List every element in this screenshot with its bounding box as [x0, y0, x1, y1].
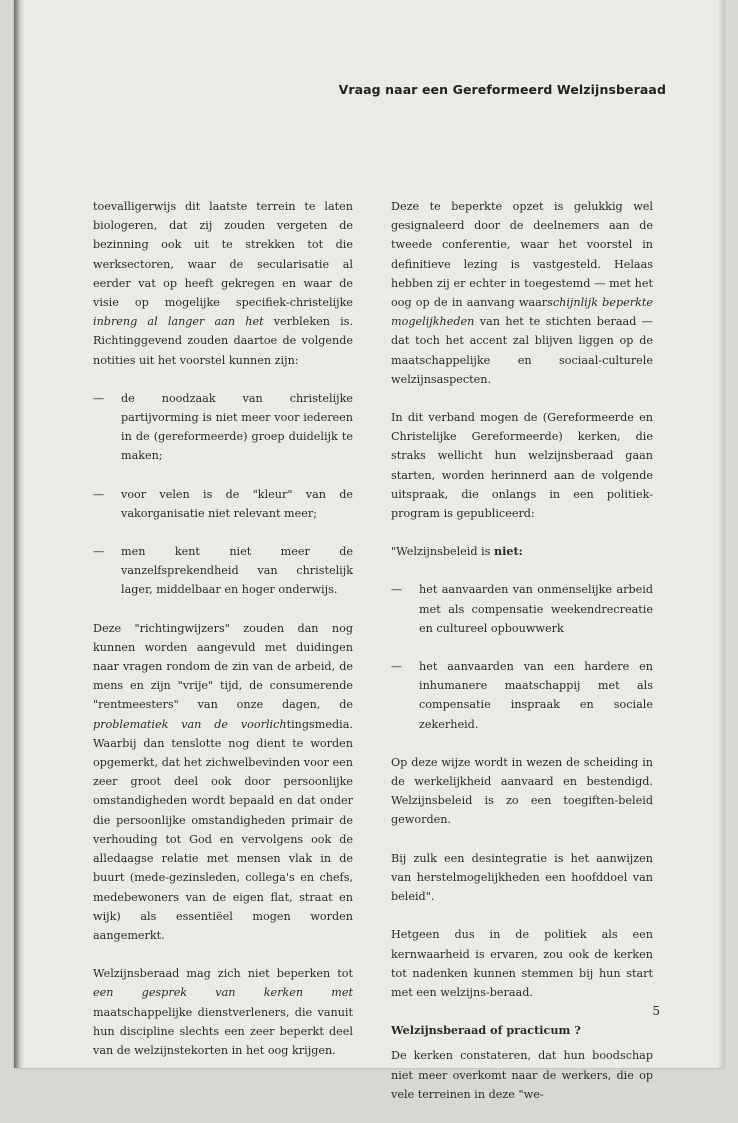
dash-bullet: —	[391, 660, 403, 674]
list-item-text: het aanvaarden van een hardere en inhumanere maatschappij met als compensatie inspraak en sociale zekerheid.	[419, 660, 653, 731]
text-run: toevalligerwijs dit laatste terrein te laten biologeren, dat zij zouden vergeten de bezinning ook uit te strekken tot die werksectoren, waar de secularisatie al eerder vat op heeft gekregen en waar de visie op mogelijke specifiek-christelijke	[93, 200, 353, 310]
section-subheading: Welzijnsberaad of practicum ?	[391, 1023, 581, 1038]
dash-bullet: —	[93, 487, 105, 501]
text-run: verbleken is. Richtinggevend zouden daartoe de volgende notities uit het voorstel kunnen zijn:	[93, 315, 354, 367]
text-run: tingsmedia. Waarbij dan tenslotte nog dient te worden opgemerkt, dat het zichwelbevinden voor een zeer groot deel ook door persoonlijke omstandigheden wordt bepaald en dat onder die persoonlijke omstandigheden primair de verhouding tot God en vervolgens ook de alledaagse relatie met mensen vlak in de buurt (mede-gezinsleden, collega's en chefs, medebewoners van de eigen flat, straat en wijk) als essentiëel mogen worden aangemerkt.	[93, 717, 353, 942]
right-paragraph-5: Hetgeen dus in de politiek als een kernwaarheid is ervaren, zou ook de kerken tot nadenken kunnen stemmen bij hun start met een welzijns-beraad.	[391, 928, 653, 999]
left-column	[93, 197, 353, 1079]
text-run: "Welzijnsbeleid is	[391, 545, 494, 559]
dash-bullet: —	[391, 583, 403, 597]
left-paragraph-2	[93, 619, 353, 945]
quote-lead	[391, 542, 653, 561]
list-item-text: het aanvaarden van onmenselijke arbeid met als compensatie weekendrecreatie en cultureel opbouwwerk	[419, 583, 653, 635]
dash-bullet: —	[93, 391, 105, 405]
list-item	[93, 542, 353, 600]
left-paragraph-3	[93, 964, 353, 1060]
italic-run: problematiek van de voorlich	[93, 717, 287, 731]
running-title: Vraag naar een Gereformeerd Welzijnsberaad	[338, 82, 666, 97]
list-item	[93, 485, 353, 523]
italic-run: een gesprek van kerken met	[93, 986, 353, 1000]
document-page	[14, 0, 724, 1101]
right-paragraph-3: Op deze wijze wordt in wezen de scheiding in de werkelijkheid aanvaard en bestendigd. Welzijnsbeleid is zo een toegiften-beleid geworden.	[391, 755, 653, 827]
text-run: Welzijnsberaad mag zich niet beperken tot	[93, 967, 353, 981]
text-run: Deze "richtingwijzers" zouden dan nog kunnen worden aangevuld met duidingen naar vragen rondom de zin van de arbeid, de mens en zijn "vrije" tijd, de consumerende "rentmeesters" van onze dagen, de	[93, 621, 353, 712]
bold-run: niet:	[493, 544, 523, 559]
italic-run: inbreng al langer aan het	[93, 315, 264, 329]
right-paragraph-4: Bij zulk een desintegratie is het aanwijzen van herstelmogelijkheden een hoofddoel van beleid".	[391, 851, 653, 904]
text-run: maatschappelijke dienstverleners, die vanuit hun discipline slechts een zeer beperkt deel van de welzijnstekorten in het oog krijgen.	[93, 1005, 353, 1057]
page-number: 5	[652, 1004, 660, 1018]
right-paragraph-1	[391, 197, 653, 389]
text-run: van het te stichten beraad — dat toch het accent zal blijven liggen op de maatschappelijke en sociaal-culturele welzijnsaspecten.	[391, 315, 653, 386]
right-column	[391, 197, 653, 1123]
right-paragraph-6: De kerken constateren, dat hun boodschap niet meer overkomt naar de werkers, die op vele terreinen in deze "we-	[391, 1049, 653, 1101]
list-item	[391, 580, 653, 638]
right-paragraph-2: In dit verband mogen de (Gereformeerde en Christelijke Gereformeerde) kerken, die straks wellicht hun welzijnsberaad gaan starten, worden herinnerd aan de volgende uitspraak, die onlangs in een politiek-program is gepubliceerd:	[391, 411, 653, 521]
list-item-text: men kent niet meer de vanzelfsprekendheid van christelijk lager, middelbaar en hoger onderwijs.	[121, 545, 353, 597]
list-item-text: voor velen is de "kleur" van de vakorganisatie niet relevant meer;	[121, 487, 353, 520]
text-run: Deze te beperkte opzet is gelukkig wel gesignaleerd door de deelnemers aan de tweede conferentie, waar het voorstel in definitieve lezing is vastgesteld. Helaas hebben zij er echter in toegestemd — met het oog op de in aanvang waar	[391, 200, 653, 310]
left-paragraph-1	[93, 197, 353, 370]
list-item	[93, 389, 353, 466]
italic-run: schijnlijk beperkte mogelijkheden	[391, 296, 653, 329]
list-item	[391, 657, 653, 734]
dash-bullet: —	[93, 545, 105, 559]
list-item-text: de noodzaak van christelijke partijvorming is niet meer voor iedereen in de (gereformeerde) groep duidelijk te maken;	[121, 391, 353, 463]
